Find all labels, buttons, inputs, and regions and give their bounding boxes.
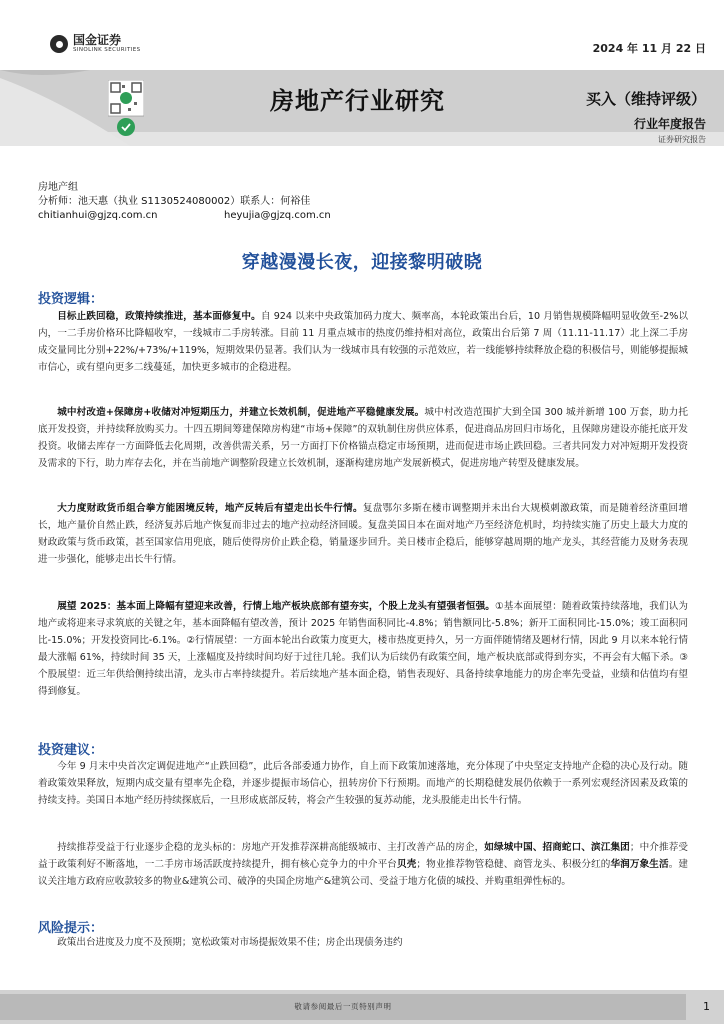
advice-paragraph-2 [38,839,688,890]
advice-p2-part-e: 。建议关注地方政府应收款较多的物业&建筑公司、破净的央国企房地产&建筑公司、受益于地方化债的城投、并购重组弹性标的。 [38,859,688,887]
logic-paragraph-3 [38,500,688,568]
qr-code-icon [108,80,144,138]
company-logo [50,34,141,54]
report-category-label: 证券研究报告 [658,135,706,144]
logic-p1-lead: 目标止跌回稳，政策持续推进，基本面修复中。 [57,311,261,322]
logic-p1-body: 自 924 以来中央政策加码力度大、频率高，本轮政策出台后，10 月销售规模降幅明显收敛至-2%以内，一二手房价格环比降幅收窄，一线城市二手房转涨。目前 11 月重点城市的热度仍维持相对高位，政策出台后第 7 周（11.11-11.17）北上深二手房成交量同比分别+22%/+73%/+119%，短期效果仍显著。我们认为一线城市具有较强的示范效应，若一线能够持续释放企稳的积极信号，则能够提振城市信心，或有望向更多二线蔓延，加快更多城市的企稳进程。 [38,311,689,373]
section-heading-investment-logic: 投资逻辑： [38,292,104,307]
risk-body: 政策出台进度及力度不及预期；宽松政策对市场提振效果不佳；房企出现债务违约 [57,937,403,948]
analyst-group: 房地产组 [38,182,78,193]
logic-paragraph-1 [38,308,688,376]
logic-paragraph-4 [38,598,688,700]
advice-p2-part-c: ；中介推荐受益于政策利好不断落地，一二手房市场活跃度持续提升，拥有核心竞争力的中介平台 [38,842,689,870]
report-date: 2024 年 11 月 22 日 [592,42,706,55]
main-title: 穿越漫漫长夜，迎接黎明破晓 [241,252,483,273]
contact-email[interactable]: heyujia@gjzq.com.cn [224,210,331,221]
logic-paragraph-2 [38,404,688,472]
rating-label: 买入（维持评级） [585,90,706,108]
advice-p2-pick-property: 华润万象生活 [610,859,669,870]
logo-mark-icon [50,35,68,53]
analyst-line: 分析师：池天惠（执业 S1130524080002）联系人：何裕佳 [38,196,311,207]
analyst-info [38,181,331,223]
logic-p3-body: 复盘鄂尔多斯在楼市调整期并未出台大规模刺激政策，而是随着经济重回增长，地产量价自然止跌，经济复苏后地产恢复而非过去的地产拉动经济回暖。复盘美国日本在面对地产乃至经济危机时，均持续实施了历史上最大力度的财政政策与货币政策，甚至国家信用兜底，随后使得房价止跌企稳，销量逐步回升。美日楼市企稳后，能够穿越周期的地产龙头，其经营能力及财务表现进一步强化，能够走出长牛行情。 [38,503,689,565]
logic-p2-body: 城中村改造范围扩大到全国 300 城并新增 100 万套，助力托底开发投资，并持续释放购买力。十四五期间筹建保障房构建“市场+保障”的双轨制住房供应体系，促进商品房回归市场化，且保障房建设亦能托底开发投资。收储去库存一方面降低去化周期，改善供需关系，另一方面打下价格锚点稳定市场预期，进而促进市场止跌回稳。三者共同发力对冲短期开发投资及需求的下行，助力库存去化，并在当前地产调整阶段建立长效机制，逐渐构建房地产发展新模式，促进房地产转型及健康发展。 [38,407,689,469]
report-type-label: 行业年度报告 [633,117,706,131]
logic-p4-body: ①基本面展望：随着政策持续落地，我们认为地产或将迎来寻求筑底的关键之年，基本面降幅有望改善，预计 2025 年销售面积同比-4.8%；销售额同比-5.8%；新开工面积同比-15.0%；竣工面积同比-15.0%；开发投资同比-6.1%。②行情展望：一方面本轮出台政策力度更大，楼市热度更持久，另一方面伴随情绪及题材行情，因此 9 月以来本轮行情最大涨幅 61%，持续时间 35 天，上涨幅度及持续时间均好于过往几轮。我们认为后续仍有政策空间，地产板块底部或得到夯实，不再会有大幅下杀。③个股展望：近三年供给侧持续出清，龙头市占率持续提升。若后续地产基本面企稳，销售表现好、具备持续拿地能力的房企率先受益，业绩和估值均有望得到修复。 [38,601,688,697]
analyst-email[interactable]: chitianhui@gjzq.com.cn [38,210,158,221]
footer-disclaimer: 敬请参阅最后一页特别声明 [294,1002,392,1011]
logo-text-cn: 国金证券 [73,33,122,47]
page-number: 1 [703,1000,710,1013]
risk-paragraph [38,934,688,951]
logic-p4-lead: 展望 2025：基本面上降幅有望迎来改善，行情上地产板块底部有望夯实，个股上龙头有望强者恒强。 [57,601,496,612]
logo-text-en: SINOLINK SECURITIES [73,47,141,53]
logic-p3-lead: 大力度财政货币组合拳方能困境反转，地产反转后有望走出长牛行情。 [57,503,363,514]
logic-p2-lead: 城中村改造+保障房+收储对冲短期压力，并建立长效机制，促进地产平稳健康发展。 [57,407,425,418]
section-heading-investment-advice: 投资建议： [38,743,104,758]
report-title: 房地产行业研究 [270,87,445,115]
section-heading-risk: 风险提示： [38,921,104,936]
advice-p2-part-d: ；物业推荐物管稳健、商管龙头、积极分红的 [416,859,611,870]
advice-p2-pick-agency: 贝壳 [397,859,417,870]
advice-p1-body: 今年 9 月末中央首次定调促进地产“止跌回稳”，此后各部委通力协作，自上而下政策加速落地，充分体现了中央坚定支持地产企稳的决心及行动。随着政策效果释放，短期内成交量有望率先企稳，并逐步提振市场信心，扭转房价下行预期。而地产的长期稳健发展仍依赖于一系列宏观经济因素及政策的持续支持。美国日本地产经历持续探底后，一旦形成底部反转，将会产生较强的复苏动能，龙头股能走出长牛行情。 [38,761,688,806]
advice-p2-picks-dev: 如绿城中国、招商蛇口、滨江集团 [484,842,630,853]
advice-paragraph-1 [38,758,688,809]
advice-p2-part-a: 持续推荐受益于行业逐步企稳的龙头标的：房地产开发推荐深耕高能级城市、主打改善产品的房企， [57,842,485,853]
